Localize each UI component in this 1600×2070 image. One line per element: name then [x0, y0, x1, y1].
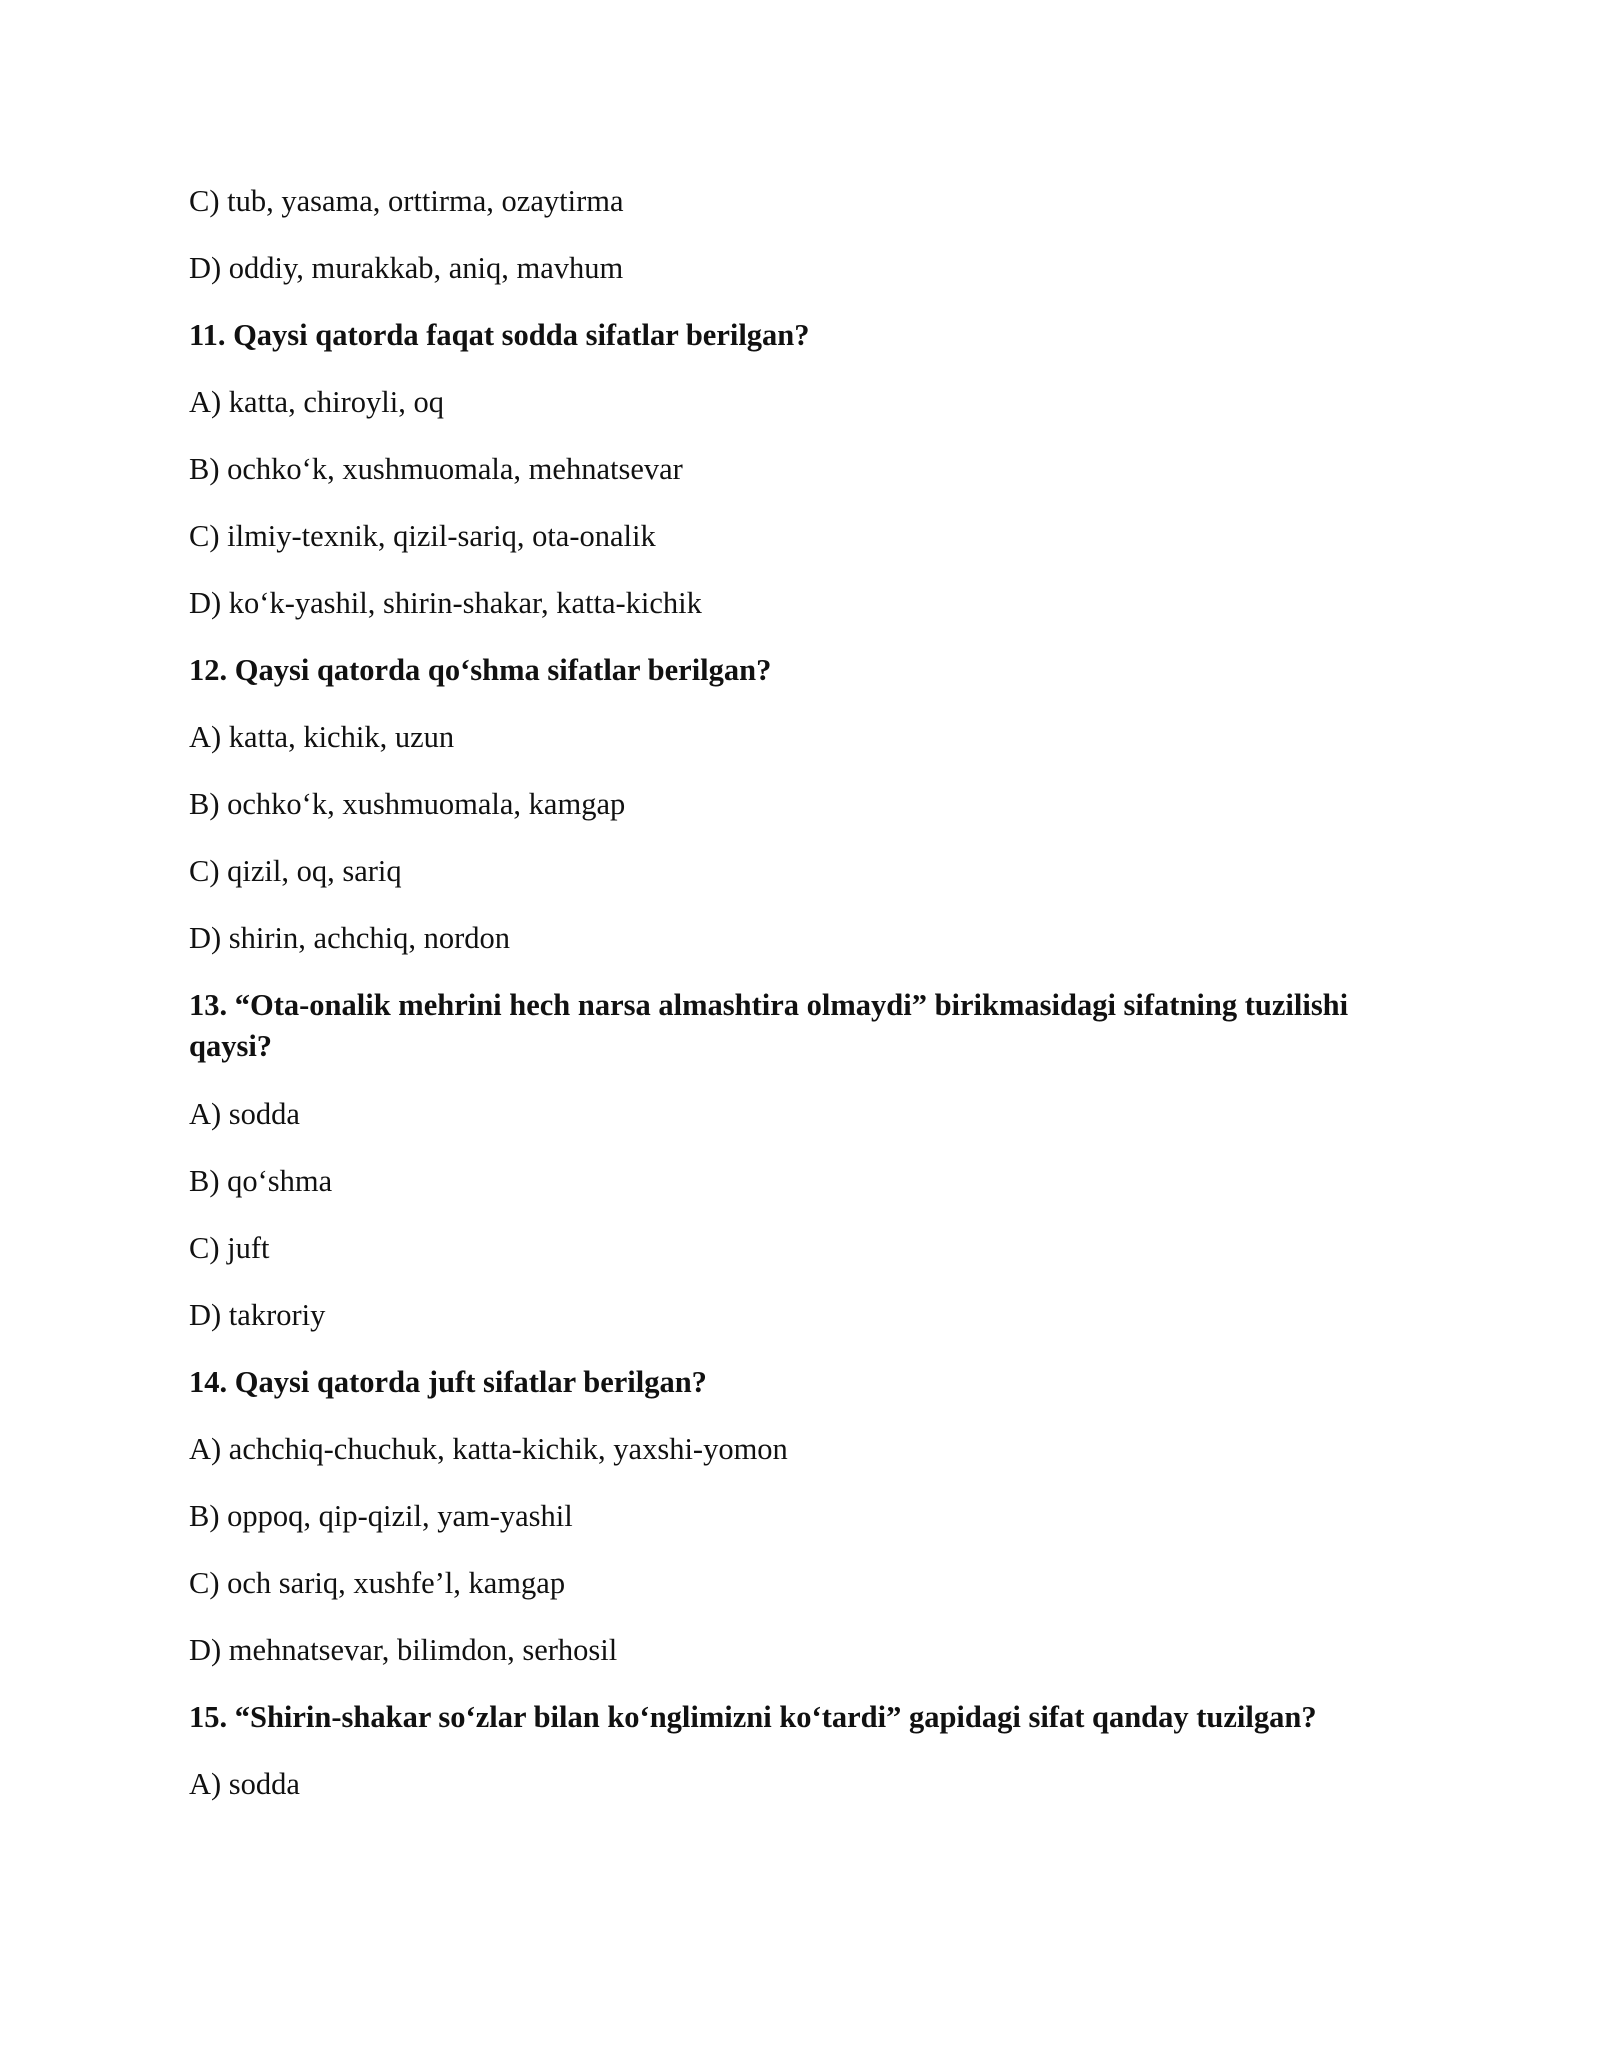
answer-option: A) sodda: [189, 1767, 300, 1801]
question-11: 11. Qaysi qatorda faqat sodda sifatlar berilgan?: [189, 318, 810, 352]
answer-option: C) och sariq, xushfe’l, kamgap: [189, 1566, 566, 1600]
answer-option: D) mehnatsevar, bilimdon, serhosil: [189, 1633, 618, 1667]
answer-option: C) qizil, oq, sariq: [189, 854, 402, 888]
answer-option: D) oddiy, murakkab, aniq, mavhum: [189, 251, 624, 285]
document-content: [189, 184, 1419, 1834]
answer-option: D) takroriy: [189, 1298, 326, 1332]
question-13: 13. “Ota-onalik mehrini hech narsa almashtira olmaydi” birikmasidagi sifatning tuzilishi qaysi?: [189, 988, 1349, 1063]
answer-option: B) oppoq, qip-qizil, yam-yashil: [189, 1499, 573, 1533]
question-15: 15. “Shirin-shakar so‘zlar bilan ko‘nglimizni ko‘tardi” gapidagi sifat qanday tuzilgan?: [189, 1700, 1317, 1734]
answer-option: B) ochko‘k, xushmuomala, mehnatsevar: [189, 452, 683, 486]
answer-option: C) ilmiy-texnik, qizil-sariq, ota-onalik: [189, 519, 656, 553]
answer-option: D) shirin, achchiq, nordon: [189, 921, 511, 955]
answer-option: C) juft: [189, 1231, 270, 1265]
answer-option: A) sodda: [189, 1097, 300, 1131]
answer-option: A) katta, chiroyli, oq: [189, 385, 444, 419]
question-14: 14. Qaysi qatorda juft sifatlar berilgan?: [189, 1365, 707, 1399]
answer-option: D) ko‘k-yashil, shirin-shakar, katta-kichik: [189, 586, 702, 620]
answer-option: B) qo‘shma: [189, 1164, 333, 1198]
answer-option: A) katta, kichik, uzun: [189, 720, 455, 754]
answer-option: B) ochko‘k, xushmuomala, kamgap: [189, 787, 626, 821]
answer-option: A) achchiq-chuchuk, katta-kichik, yaxshi-yomon: [189, 1432, 788, 1466]
question-12: 12. Qaysi qatorda qo‘shma sifatlar berilgan?: [189, 653, 772, 687]
answer-option: C) tub, yasama, orttirma, ozaytirma: [189, 184, 624, 218]
